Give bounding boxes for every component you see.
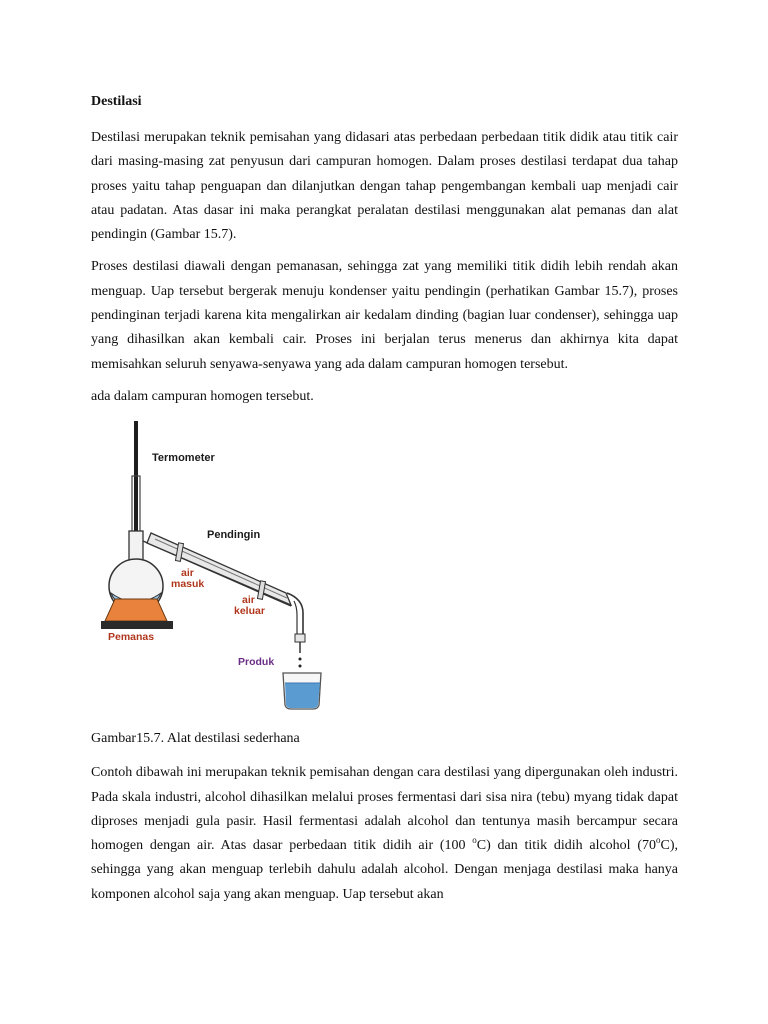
condenser-label: Pendingin	[207, 529, 261, 542]
water-in-label-line2: masuk	[171, 578, 205, 591]
product-beaker-shape	[283, 673, 321, 709]
condenser-shape	[143, 533, 305, 653]
paragraph-2: Proses destilasi diawali dengan pemanasan, sehingga zat yang memiliki titik didih lebih rendah akan menguap. Uap tersebut bergerak menuju kondenser yaitu pendingin (perhatikan Gambar 15.7), proses pendinginan terjadi karena kita mengalirkan air kedalam dinding (bagian luar condenser), sehingga uap yang dihasilkan akan kembali cair. Proses ini berjalan terus menerus dan akhirnya kita dapat memisahkan seluruh senyawa-senyawa yang ada dalam campuran homogen tersebut.	[91, 259, 678, 372]
distillation-figure	[91, 421, 331, 711]
heater-shape	[101, 599, 173, 629]
paragraph-4-part-2: C) dan titik didih alcohol (70	[476, 838, 656, 854]
paragraph-4-part-3: C), sehingga yang akan menguap terlebih dahulu adalah alcohol. Dengan menjaga destilasi maka hanya komponen alcohol saja yang akan menguap. Uap tersebut akan	[91, 838, 678, 902]
distillation-apparatus-illustration	[91, 421, 331, 711]
paragraph-4	[91, 761, 678, 907]
product-label: Produk	[238, 656, 275, 669]
paragraph-1: Destilasi merupakan teknik pemisahan yang didasari atas perbedaan perbedaan titik didik atau titik cair dari masing-masing zat penyusun dari campuran homogen. Dalam proses destilasi terdapat dua tahap proses yaitu tahap penguapan dan dilanjutkan dengan tahap pengembangan kembali uap menjadi cair atau padatan. Atas dasar ini maka perangkat peralatan destilasi menggunakan alat pemanas dan alat pendingin (Gambar 15.7).	[91, 130, 678, 243]
water-out-label-line2: keluar	[234, 605, 265, 618]
paragraph-4-part-1: Contoh dibawah ini merupakan teknik pemisahan dengan cara destilasi yang dipergunakan oleh industri. Pada skala industri, alcohol dihasilkan melalui proses fermentasi dari sisa nira (tebu) myang tidak dapat diproses menjadi gula pasir. Hasil fermentasi adalah alcohol dan tentunya masih bercampur secara homogen dengan air. Atas dasar perbedaan titik didih air (100	[91, 765, 678, 854]
degree-superscript-1: o	[472, 835, 477, 846]
water-out-label-line1: air	[242, 594, 255, 607]
water-in-label-line1: air	[181, 567, 194, 580]
paragraph-3: ada dalam campuran homogen tersebut.	[91, 388, 314, 404]
section-title: Destilasi	[91, 94, 142, 109]
figure-caption: Gambar15.7. Alat destilasi sederhana	[91, 731, 300, 747]
degree-superscript-2: o	[656, 835, 661, 846]
thermometer-label: Termometer	[152, 452, 215, 465]
heater-label: Pemanas	[108, 631, 155, 644]
